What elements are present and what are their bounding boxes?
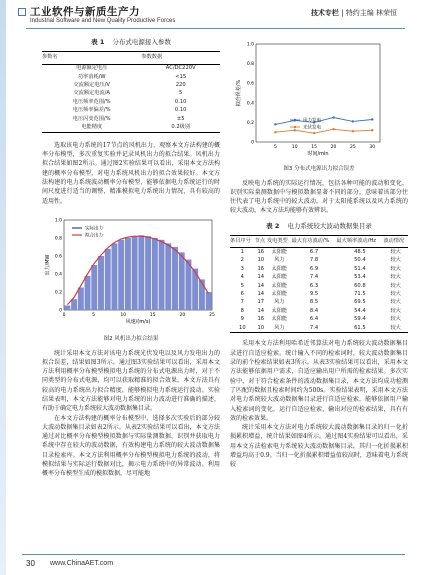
table-cell: 6.7 <box>309 248 319 255</box>
paragraph: 选取该电力系统的17节点的风机出力，观察本文方法构建的概率分布模型，多次重复实验并记录风机出力的拟合结果。风机出力拟合结果如图2所示。通过图2实验结果可以看出，采用本文方法构建的概率分布模型，对电力系统风机出力的拟合效果较好。本文方法构建的电力系统波动概率分布模型，能够依据电力系统运行的时间尺度进行适当的调整，精准模拟电力系统出力情况，具有较高的适用性。 <box>42 141 220 205</box>
bar <box>152 238 158 310</box>
table1-number: 表 1 <box>91 38 105 46</box>
table-row <box>42 73 220 81</box>
side-decoration <box>0 0 6 575</box>
bar <box>105 249 111 310</box>
table-row <box>230 282 408 290</box>
table-cell: 2 <box>240 257 244 264</box>
table-cell: 电源额定电压 <box>76 65 108 72</box>
table-cell: 0.10 <box>174 98 187 105</box>
column-info <box>311 8 397 18</box>
table-cell: 16 <box>257 316 265 323</box>
figure3 <box>230 38 408 175</box>
table-cell: 6.4 <box>309 316 319 323</box>
y-axis-label: 出力/MW <box>45 254 51 276</box>
table-cell: 9 <box>240 316 244 323</box>
bar <box>78 287 84 310</box>
legend-label: 光伏发电 <box>303 125 321 131</box>
table-cell: 3 <box>240 265 244 272</box>
bar <box>206 292 212 310</box>
table2-header: 节点 <box>255 236 267 248</box>
table-cell: 较大 <box>390 316 401 323</box>
table-cell: 7.4 <box>292 324 337 333</box>
table-row <box>230 257 408 265</box>
data-point <box>274 131 276 133</box>
table-cell: 0.2级别 <box>141 123 220 132</box>
table1-header: 参数数据 <box>141 52 220 64</box>
paragraph: 统计采用本文方法对该电力系统光伏发电以及风力发电出力的拟合误差，结果如图3所示。通过图3实验结果可以看出，采用本文方法利用概率分布模型模拟电力系统的分布式电源出力时，对于不同类型的分布式电源，均可以获取精准的拟合效果。本文方法具有较高的电力系统出力拟合精度，能够模拟电力系统运行波动。实验结果表明，本文方法能够对电力系统的出力波动进行准确的描述，有助于确定电力系统较大波动数据集目录。 <box>42 349 220 413</box>
data-point <box>313 132 315 134</box>
table-cell: 1 <box>240 248 244 255</box>
bar <box>71 299 77 310</box>
table2-header: 发电类型 <box>267 236 292 248</box>
table-cell: 17 <box>257 299 265 306</box>
column-label: 技术专栏 <box>310 9 339 17</box>
data-point <box>371 129 373 131</box>
page-header <box>0 0 427 30</box>
table-cell: 14 <box>257 282 265 289</box>
table-cell: 较大 <box>390 257 401 264</box>
data-point <box>294 129 296 131</box>
table-cell: 太阳能 <box>271 282 288 289</box>
table-cell: 69.5 <box>354 299 366 306</box>
table2-header: 最大频率波动/Hz <box>336 236 383 248</box>
table-cell: 电能精度 <box>42 123 141 132</box>
y-tick-label: 0.8 <box>246 62 254 68</box>
table-cell: 5 <box>179 90 183 97</box>
journal-title-en: Industrial Software and New Quality Productive Forces <box>30 18 176 24</box>
x-tick-label: 15 <box>149 312 156 318</box>
table-cell: 7 <box>240 299 244 306</box>
separator: | <box>341 9 346 17</box>
table-cell: 10 <box>255 324 267 333</box>
table2-number: 表 2 <box>266 221 280 230</box>
header-divider <box>26 28 405 29</box>
y-tick-label: 0.4 <box>246 101 254 107</box>
x-tick-label: 10 <box>120 312 127 318</box>
table-row <box>230 265 408 273</box>
legend-label: 拟合出力 <box>85 233 103 239</box>
table-cell: 0.10 <box>174 107 187 114</box>
table-cell: 风力 <box>274 257 285 264</box>
figure2-caption: 图2 风机出力拟合结果 <box>103 336 159 343</box>
y-tick-label: 0.8 <box>54 236 62 242</box>
table-cell: 10 <box>230 324 255 333</box>
table-cell: 6.3 <box>309 282 319 289</box>
table-cell: <15 <box>175 73 187 80</box>
table-cell: 电压频率偏差/% <box>72 107 111 114</box>
table-cell: 功率消耗/W <box>77 73 106 80</box>
table2-caption <box>230 222 408 231</box>
table1-title: 分布式电源接入参数 <box>112 38 171 46</box>
table-row <box>42 64 220 73</box>
y-tick-label: 0 <box>59 308 62 314</box>
table-cell: 7.8 <box>309 257 319 264</box>
data-point <box>332 116 334 118</box>
table-cell: 59.4 <box>354 316 366 323</box>
table-cell: 9.5 <box>309 290 319 297</box>
guest-name: 林荣恒 <box>376 9 397 17</box>
table-row <box>42 90 220 98</box>
header-mark-icon <box>18 8 26 16</box>
site-link[interactable]: www.ChinaAET.com <box>50 560 114 567</box>
bar <box>125 238 131 310</box>
legend-label: 实际出力 <box>85 226 103 232</box>
bar <box>165 243 171 310</box>
y-tick-label: 0.6 <box>54 254 62 260</box>
table-cell: 较大 <box>383 324 408 333</box>
table-cell: 太阳能 <box>271 290 288 297</box>
bar <box>185 260 191 310</box>
table-cell: 风力 <box>274 299 285 306</box>
table-cell: 太阳能 <box>271 316 288 323</box>
table-cell: 54.4 <box>354 307 366 314</box>
table-cell: 太阳能 <box>271 274 288 281</box>
table-cell: 14 <box>257 307 265 314</box>
table-cell: 220 <box>175 81 186 88</box>
table-cell: 太阳能 <box>271 248 288 255</box>
table-cell: 71.5 <box>354 290 366 297</box>
figure2 <box>42 212 220 345</box>
x-axis-label: 时间/min <box>307 151 329 157</box>
legend-marker <box>294 126 296 128</box>
table-cell: 风力 <box>267 324 292 333</box>
table-cell: 较大 <box>390 265 401 272</box>
y-axis-label: 拟合误差/% <box>236 79 242 107</box>
table-row <box>42 107 220 115</box>
table-cell: 14 <box>257 290 265 297</box>
table-row <box>230 316 408 324</box>
x-tick-label: 10 <box>291 145 298 150</box>
figure3-chart <box>230 38 408 160</box>
right-column <box>230 38 408 470</box>
table-cell: 交流额定电流/A <box>73 90 110 97</box>
legend-label: 风力发电 <box>303 118 321 124</box>
table-cell: 较大 <box>390 248 401 255</box>
bar <box>111 243 117 310</box>
x-tick-label: 20 <box>179 312 186 318</box>
bar <box>91 265 97 310</box>
table-cell: 5 <box>240 282 244 289</box>
table-row <box>230 324 408 333</box>
table-cell: 较大 <box>390 290 401 297</box>
y-tick-label: 0 <box>251 140 254 146</box>
table-row <box>230 290 408 298</box>
left-column <box>42 38 220 479</box>
data-point <box>274 123 276 125</box>
table-cell: 7.4 <box>309 274 319 281</box>
data-point <box>371 118 373 120</box>
table-cell: 较大 <box>390 307 401 314</box>
table-cell: 16 <box>257 248 265 255</box>
table-row <box>230 299 408 307</box>
bar <box>145 236 151 310</box>
table-cell: 14 <box>257 274 265 281</box>
x-tick-label: 5 <box>273 145 277 150</box>
journal-title-cn: 工业软件与新质生产力 <box>30 6 140 18</box>
bar <box>64 305 70 310</box>
table-cell: 53.4 <box>354 274 366 281</box>
table1-caption <box>42 38 220 47</box>
table-cell: 4 <box>240 274 244 281</box>
table-cell: 60.8 <box>354 282 366 289</box>
x-tick-label: 20 <box>330 145 337 150</box>
table-cell: 较大 <box>390 274 401 281</box>
paragraph: 在本文方法构建的概率分布模型中，选择多次实验后的部分较大波动数据集目录如表2所示。从表2实验结果可以看出，本文方法通过对比概率分布模型模拟数据与实际量测数据，识别并获取电力系统中存在较大的波动数据，有效构建电力系统的较大波动数据集目录检索库。本文方法利用概率分布模型模拟电力系统的波动，将模拟结果与实际运行数据对比，揭示电力系统中的异常波动。利用概率分布模型生成的模拟数据，尽可能地 <box>42 414 220 478</box>
paragraph: 采用本文方法利用哈希近邻算法对电力系统较大波动数据集目录进行自适应检索。统计输入不同的检索词时，较大波动数据集目录的前个检索结果如表3所示。从表3实验结果可以看出，采用本文方法能够依据用户需求，自适应输出用户所需的检索结果。多次实验中，对于符合检索条件的波动数据集目录，本文方法均成功检测了匹配的数据且检索时间约为500s。实验结果表明，采用本文方法对电力系统较大波动数据集目录进行自适应检索，能够依据用户输入检索词的变化，运行自适应检索，输出对应的检索结果，具有有效的检索效果。 <box>230 340 408 422</box>
table-row <box>230 248 408 257</box>
table-cell: 61.5 <box>336 324 383 333</box>
bar <box>118 240 124 310</box>
y-tick-label: 0.2 <box>246 120 254 126</box>
x-tick-label: 25 <box>209 312 215 318</box>
bar <box>172 247 178 310</box>
table-row <box>42 98 220 106</box>
table-cell: 51.4 <box>354 265 366 272</box>
table-row <box>42 123 220 132</box>
table1 <box>42 51 220 133</box>
table-cell: ±5 <box>176 115 185 122</box>
table-cell: 8 <box>240 307 244 314</box>
table-cell: 较大 <box>390 299 401 306</box>
table-row <box>230 274 408 282</box>
table-row <box>42 81 220 89</box>
bar <box>132 236 138 310</box>
data-point <box>352 130 354 132</box>
table-cell: 电压闪变范围/% <box>72 115 111 122</box>
footer-divider <box>22 554 405 555</box>
table-cell: 8.4 <box>309 307 319 314</box>
x-tick-label: 30 <box>369 145 376 150</box>
table-row <box>42 115 220 123</box>
page-footer <box>0 553 427 575</box>
table-cell: 16 <box>257 265 265 272</box>
bar <box>98 256 104 310</box>
x-tick-label: 0 <box>62 312 66 318</box>
table-cell: 8.5 <box>309 299 319 306</box>
table2-header: 最大有功波动/% <box>292 236 337 248</box>
bar <box>85 276 91 310</box>
x-tick-label: 25 <box>350 145 356 150</box>
y-tick-label: 1.0 <box>246 42 254 48</box>
series-line <box>275 129 372 133</box>
table-cell: 50.4 <box>354 257 366 264</box>
table2-title: 电力系统较大波动数据集目录 <box>287 221 372 230</box>
y-tick-label: 0.2 <box>54 290 62 296</box>
x-tick-label: 5 <box>92 312 96 318</box>
table2-header: 波动情况 <box>383 236 408 248</box>
table2-header: 条目序号 <box>230 236 255 248</box>
paragraph: 统计采用本文方法对电力系统较大波动数据集目录的归一化折损累积增益，统计结果如图4所示。通过图4实验结果可以看出，采用本文方法检索电力系统较大波动数据集目录，其归一化折损累积增益均高于0.9。当归一化折损累积增益值较高时，意味着电力系统较 <box>230 424 408 469</box>
table-cell: 太阳能 <box>271 307 288 314</box>
figure2-chart <box>42 212 220 330</box>
data-point <box>352 120 354 122</box>
legend-marker <box>294 119 296 121</box>
bar <box>138 235 144 310</box>
table-cell: 太阳能 <box>271 265 288 272</box>
figure3-caption: 图3 分布式电源出力拟合误差 <box>283 166 355 173</box>
table1-header: 参数名 <box>42 52 141 64</box>
x-axis-label: 风速/(m/s) <box>125 318 151 325</box>
paragraph: 反映电力系统的实际运行情况，包括各种可能的波动和变化，识别实际量测数据中与模拟数据显著不同的部分，意味着该部分往往代表了电力系统中的较大波动。对于太阳能系统以及风力系统的较大波动，本文方法均能够有效辨识。 <box>230 179 408 215</box>
bar <box>179 252 185 310</box>
table-cell: 交流额定电压/V <box>73 81 110 88</box>
guest-label: 特约主编 <box>345 9 374 17</box>
table2 <box>230 235 408 333</box>
table-cell: 6 <box>240 290 244 297</box>
x-tick-label: 15 <box>311 145 317 150</box>
y-tick-label: 0.4 <box>54 272 62 278</box>
data-point <box>332 128 334 130</box>
table-cell: 较大 <box>390 282 401 289</box>
table-cell: 10 <box>257 257 265 264</box>
table-cell: AC/DC220V <box>165 65 196 72</box>
bar <box>159 240 165 310</box>
table-row <box>230 307 408 315</box>
y-tick-label: 1.0 <box>54 218 62 224</box>
series-line <box>275 118 372 125</box>
table-cell: 48.5 <box>354 248 366 255</box>
page-number: 30 <box>26 559 35 568</box>
y-tick-label: 0.6 <box>246 81 254 87</box>
table-cell: 电压频率范围/% <box>72 98 111 105</box>
table-cell: 6.9 <box>309 265 319 272</box>
